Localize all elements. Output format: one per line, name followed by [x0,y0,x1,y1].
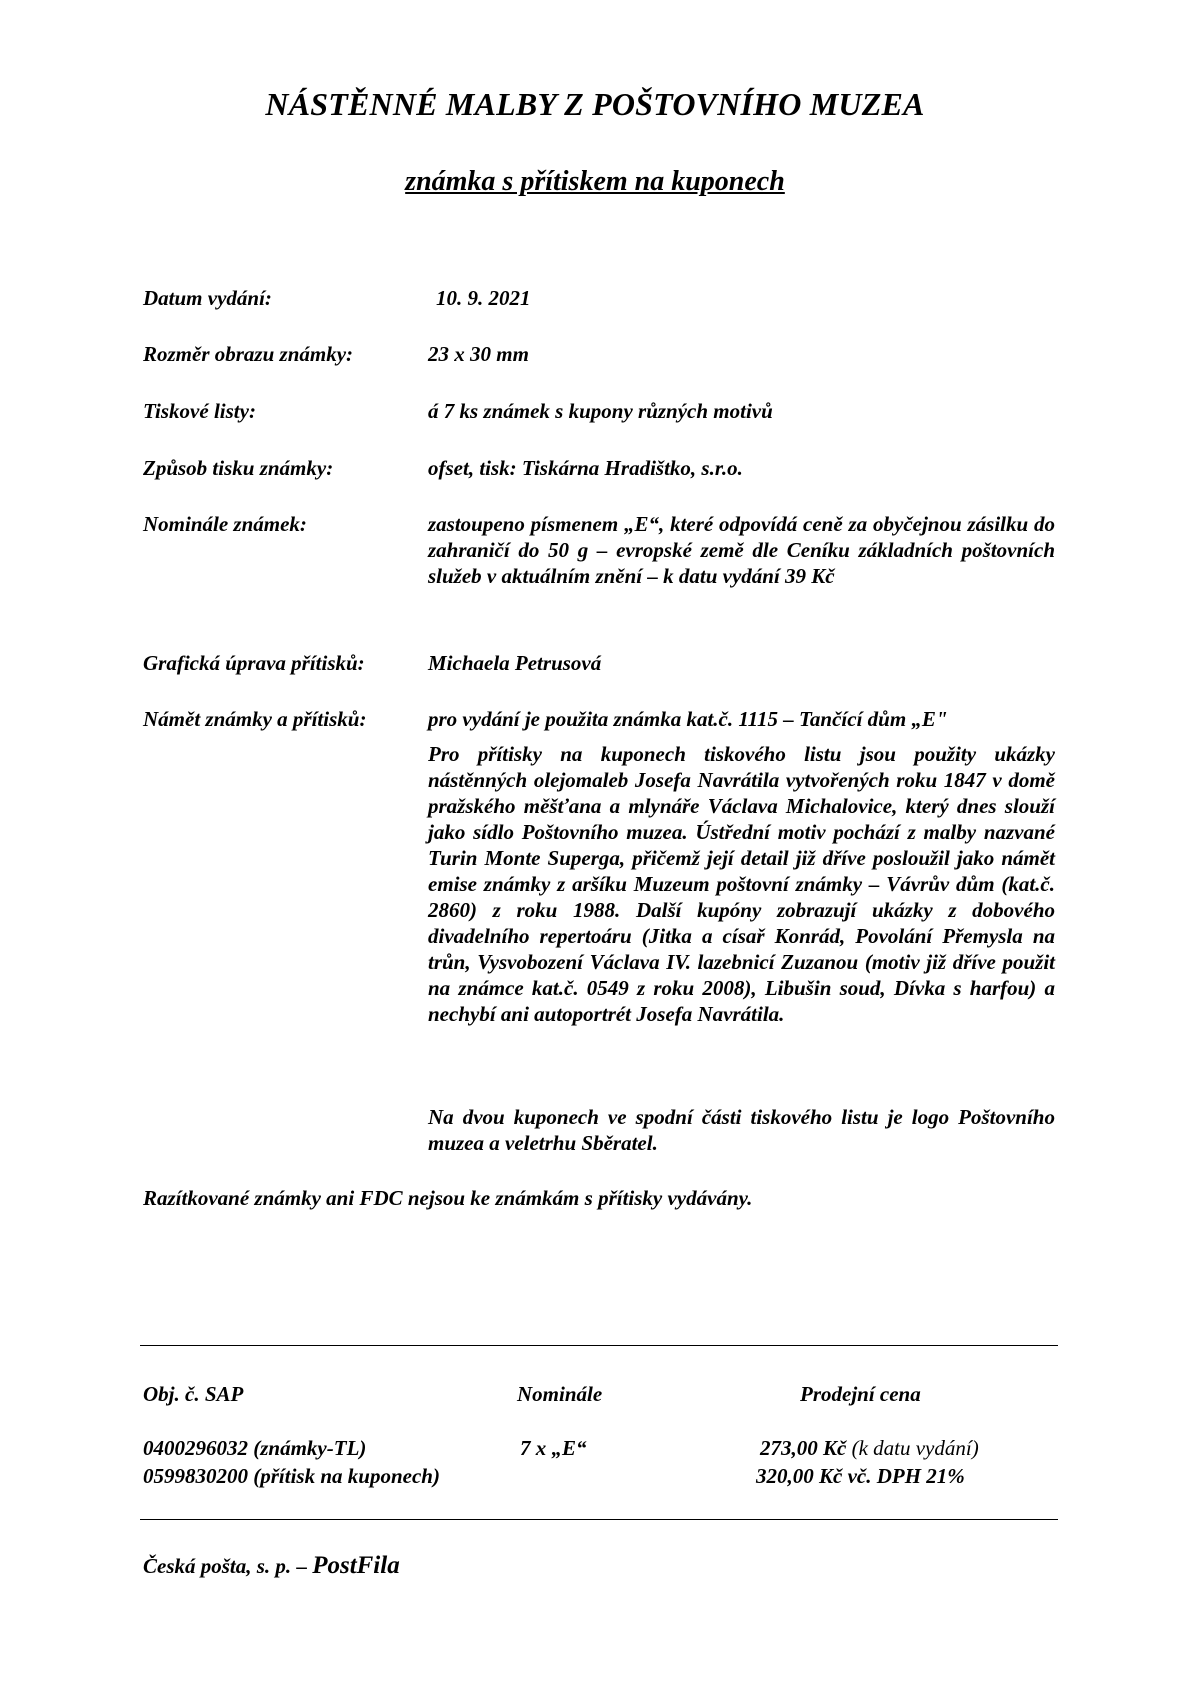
divider-bottom [140,1519,1058,1520]
table-header-price: Prodejní cena [800,1382,921,1406]
footer-dash: – [296,1554,307,1578]
detail-label: Datum vydání: [143,286,272,310]
description-paragraph: Pro přítisky na kuponech tiskového listu jsou použity ukázky nástěnných olejomaleb Josefa Navrátila vytvořených roku 1847 v domě pražského měšťana a mlynáře Václava Michalovice, který dnes slouží jako sídlo Poštovního muzea. Ústřední motiv pochází z malby nazvané Turin Monte Superga, přičemž její detail již dříve posloužil jako námět emise známky z aršíku Muzeum poštovní známky – Vávrův dům (kat.č. 2860) z roku 1988. Další kupóny zobrazují ukázky z dobového divadelního repertoáru (Jitka a císař Konrád, Povolání Přemysla na trůn, Vysvobození Václava IV. lazebnicí Zuzanou (motiv již dříve použit na známce kat.č. 0549 z roku 2008), Libušin soud, Dívka s harfou) a nechybí ani autoportrét Josefa Navrátila. [428,742,1055,1026]
detail-value: 10. 9. 2021 [436,286,531,310]
table-cell-price [760,1434,979,1462]
detail-label: Grafická úprava přítisků: [143,651,365,675]
detail-label: Rozměr obrazu známky: [143,342,354,366]
table-header-sap: Obj. č. SAP [143,1382,244,1406]
table-cell-nominal: 7 x „E“ [520,1436,587,1460]
detail-label: Námět známky a přítisků: [143,707,367,731]
footer-company: Česká pošta, s. p. [143,1554,292,1578]
detail-value: zastoupeno písmenem „E“, které odpovídá ceně za obyčejnou zásilku do zahraničí do 50 g – evropské země dle Ceníku základních poštovních služeb v aktuálním znění – k datu vydání 39 Kč [428,512,1055,588]
page-subtitle: známka s přítiskem na kuponech [405,166,785,197]
divider-top [140,1345,1058,1346]
price-value: 273,00 Kč [760,1436,847,1460]
footer-brand: PostFila [312,1552,400,1579]
table-header-nominal: Nominále [517,1382,603,1406]
detail-label: Tiskové listy: [143,399,256,423]
table-cell-sap: 0400296032 (známky-TL) [143,1436,367,1460]
detail-value: pro vydání je použita známka kat.č. 1115 – Tančící dům „E" [428,707,948,731]
footer [143,1552,400,1580]
detail-value: Michaela Petrusová [428,651,602,675]
page-title: NÁSTĚNNÉ MALBY Z POŠTOVNÍHO MUZEA [265,86,925,122]
table-cell-sap: 0599830200 (přítisk na kuponech) [143,1464,440,1488]
note-text: Razítkované známky ani FDC nejsou ke známkám s přítisky vydávány. [143,1186,753,1210]
detail-label: Nominále známek: [143,512,307,536]
description-paragraph-2: Na dvou kuponech ve spodní části tiskového listu je logo Poštovního muzea a veletrhu Sběratel. [428,1105,1055,1155]
detail-label: Způsob tisku známky: [143,456,334,480]
table-cell-price: 320,00 Kč vč. DPH 21% [756,1464,965,1488]
detail-value: ofset, tisk: Tiskárna Hradištko, s.r.o. [428,456,743,480]
detail-value: á 7 ks známek s kupony různých motivů [428,399,773,423]
price-note: (k datu vydání) [851,1436,979,1460]
detail-value: 23 x 30 mm [428,342,529,366]
